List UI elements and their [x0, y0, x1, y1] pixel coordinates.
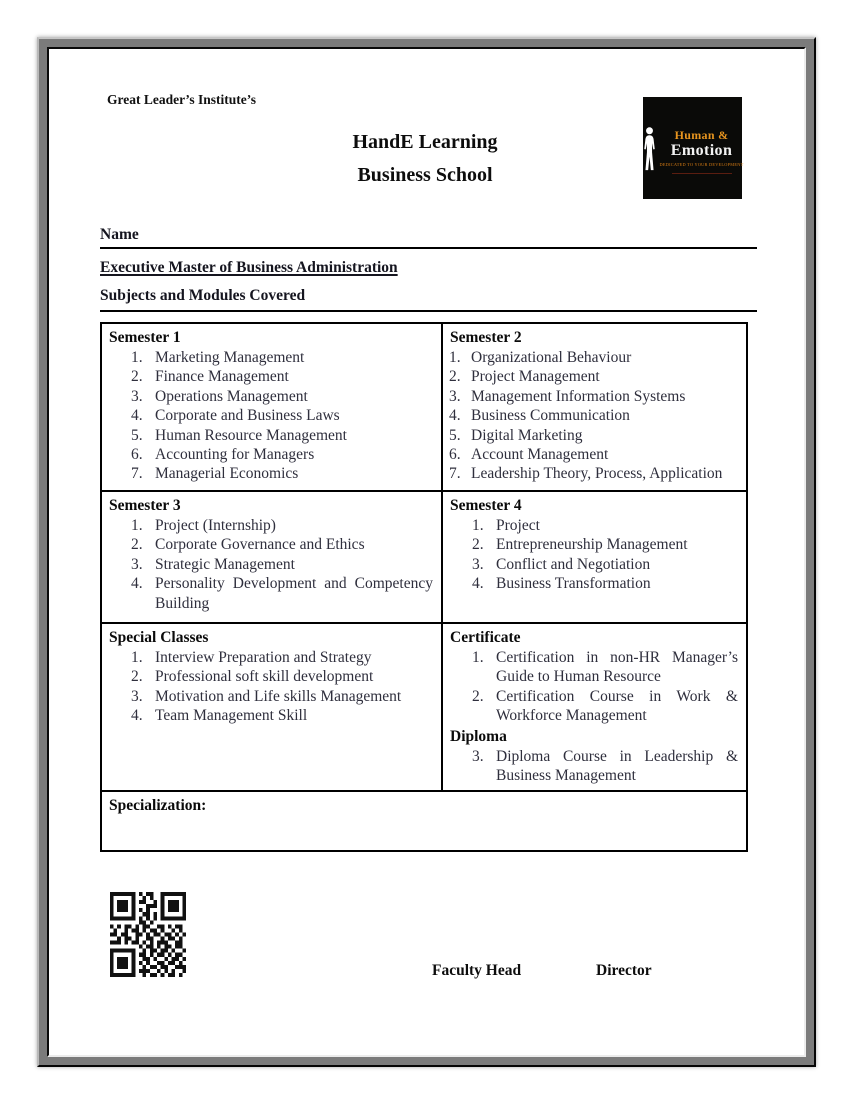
name-label: Name: [100, 226, 139, 243]
table-row: [101, 623, 747, 791]
module-item: Management Information Systems: [471, 387, 686, 405]
module-item: Organizational Behaviour: [471, 349, 632, 366]
module-item: Business Transformation: [496, 575, 651, 593]
semester-3-title: Semester 3: [109, 497, 181, 514]
semester-4-list: [449, 516, 740, 594]
special-classes-list: [108, 648, 435, 726]
module-item: Corporate and Business Laws: [155, 407, 340, 425]
logo-text: [660, 129, 744, 174]
semester-2-cell: [442, 323, 747, 491]
module-item: Business Communication: [471, 407, 630, 425]
faculty-head-label: Faculty Head: [432, 962, 522, 979]
table-row: [101, 791, 747, 851]
logo-brand-line2: Emotion: [670, 141, 733, 159]
module-item: Operations Management: [155, 387, 308, 405]
qr-code: [110, 892, 186, 977]
certificate-diploma-cell: [442, 623, 747, 791]
semester-4-title: Semester 4: [450, 497, 522, 514]
special-classes-title: Special Classes: [109, 629, 209, 646]
section-title: Subjects and Modules Covered: [100, 287, 306, 304]
logo-tagline: DEDICATED TO YOUR DEVELOPMENT: [659, 161, 744, 167]
semester-2-title: Semester 2: [450, 329, 522, 346]
school-title-line2: Business School: [357, 164, 493, 186]
semester-4-cell: [442, 491, 747, 623]
semester-1-list: [108, 348, 435, 484]
module-item: Managerial Economics: [155, 465, 299, 483]
program-title: Executive Master of Business Administration: [100, 259, 398, 276]
module-item: Conflict and Negotiation: [496, 555, 651, 573]
semester-3-cell: [101, 491, 442, 623]
table-row: [101, 491, 747, 623]
module-item: Digital Marketing: [471, 426, 583, 444]
specialization-cell: [101, 791, 747, 851]
school-title-line1: HandE Learning: [352, 131, 498, 153]
module-item: Marketing Management: [155, 349, 305, 366]
module-item: Leadership Theory, Process, Application: [471, 465, 723, 483]
module-item: Corporate Governance and Ethics: [155, 536, 365, 554]
module-item: Finance Management: [155, 368, 289, 386]
modules-table: [100, 322, 748, 852]
director-label: Director: [596, 962, 652, 979]
semester-2-list: [449, 348, 740, 484]
module-item: Professional soft skill development: [155, 668, 374, 686]
brand-logo: [643, 97, 742, 199]
logo-divider: [672, 173, 732, 174]
semester-3-list: [108, 516, 435, 613]
section-title-row: [100, 287, 757, 312]
special-classes-cell: [101, 623, 442, 791]
module-item: Motivation and Life skills Management: [155, 687, 402, 705]
semester-1-cell: [101, 323, 442, 491]
logo-brand-line1: Human &: [674, 127, 729, 142]
module-item: Certification Course in Work & Workforce Management: [496, 687, 738, 725]
table-row: [101, 323, 747, 491]
module-item: Team Management Skill: [155, 707, 308, 725]
diploma-title: Diploma: [450, 727, 507, 745]
person-icon: [642, 118, 657, 184]
institute-name: Great Leader’s Institute’s: [107, 92, 256, 107]
module-item: Project (Internship): [155, 517, 276, 534]
module-item: Account Management: [471, 446, 609, 464]
module-item: Entrepreneurship Management: [496, 536, 688, 554]
specialization-label: Specialization:: [109, 797, 207, 814]
diploma-list: [449, 747, 740, 786]
module-item: Human Resource Management: [155, 426, 347, 444]
module-item: Personality Development and Competency Building: [155, 575, 433, 612]
module-item: Project: [496, 517, 540, 534]
module-item: Interview Preparation and Strategy: [155, 649, 372, 666]
logo-content: [642, 118, 744, 184]
module-item: Certification in non-HR Manager’s Guide to Human Resource: [496, 649, 738, 686]
module-item: Project Management: [471, 368, 600, 386]
module-item: Diploma Course in Leadership & Business Management: [496, 747, 738, 785]
certificate-title: Certificate: [450, 629, 521, 646]
name-field-row: [100, 226, 757, 249]
semester-1-title: Semester 1: [109, 329, 181, 346]
certificate-list: [449, 648, 740, 726]
module-item: Accounting for Managers: [155, 446, 315, 464]
module-item: Strategic Management: [155, 555, 295, 573]
